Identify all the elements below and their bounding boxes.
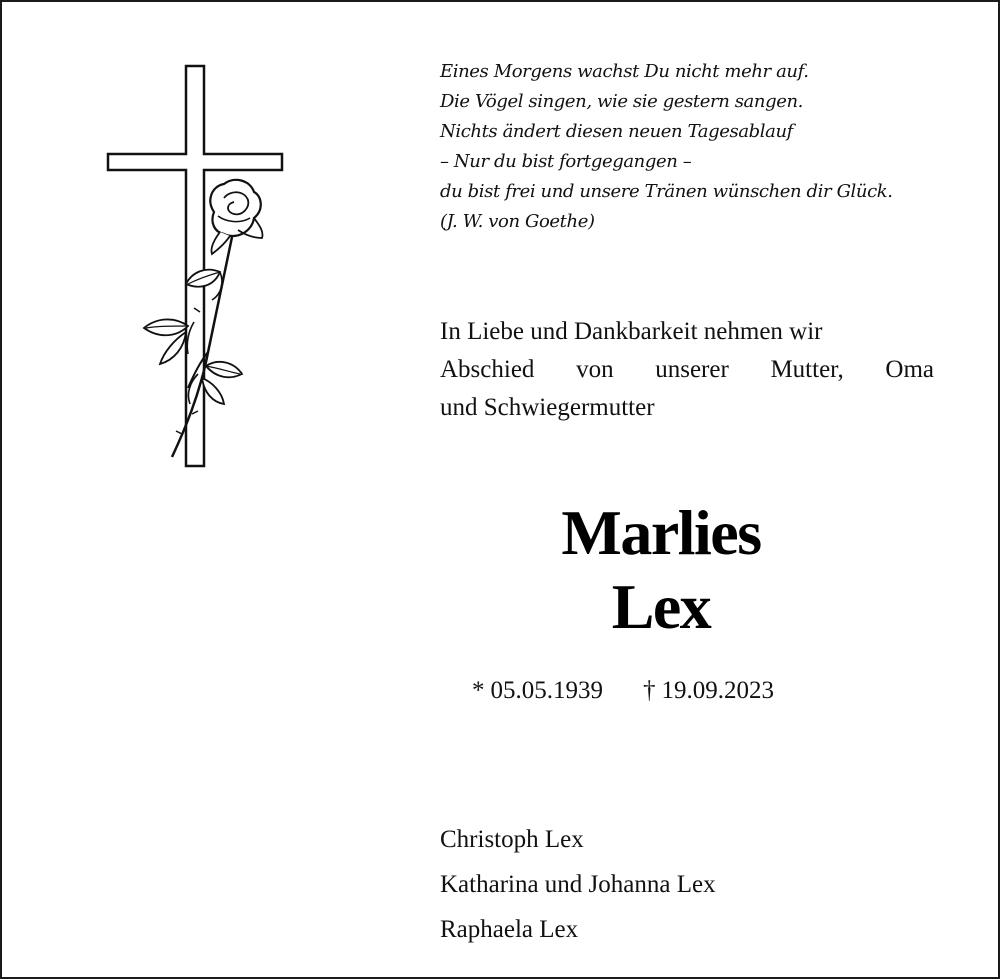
birth-date: 05.05.1939: [490, 677, 603, 704]
intro-line: In Liebe und Dankbarkeit nehmen wir: [440, 318, 823, 345]
mourner: Christoph Lex: [440, 826, 584, 853]
deceased-last-name: Lex: [611, 571, 711, 642]
intro-text: [440, 313, 934, 427]
poem-line: Nichts ändert diesen neuen Tagesablauf: [440, 121, 793, 142]
mourner: Katharina und Johanna Lex: [440, 871, 716, 898]
life-dates: [472, 674, 774, 708]
cross-with-rose-icon: [102, 62, 292, 472]
death-date: 19.09.2023: [661, 677, 774, 704]
intro-line: Abschied von unserer Mutter, Oma: [440, 356, 934, 383]
deceased-name: [440, 496, 882, 644]
poem-line: – Nur du bist fortgegangen –: [440, 151, 692, 172]
poem: [440, 57, 960, 237]
poem-line: du bist frei und unsere Tränen wünschen dir Glück.: [440, 181, 893, 202]
death-symbol: †: [643, 677, 656, 704]
poem-line: Eines Morgens wachst Du nicht mehr auf.: [440, 61, 809, 82]
poem-attribution: (J. W. von Goethe): [440, 211, 595, 232]
deceased-first-name: Marlies: [561, 497, 761, 568]
birth-symbol: *: [472, 677, 485, 704]
poem-line: Die Vögel singen, wie sie gestern sangen.: [440, 91, 803, 112]
mourner: Raphaela Lex: [440, 916, 579, 943]
intro-line: und Schwiegermutter: [440, 394, 655, 421]
mourners-list: [440, 817, 716, 952]
